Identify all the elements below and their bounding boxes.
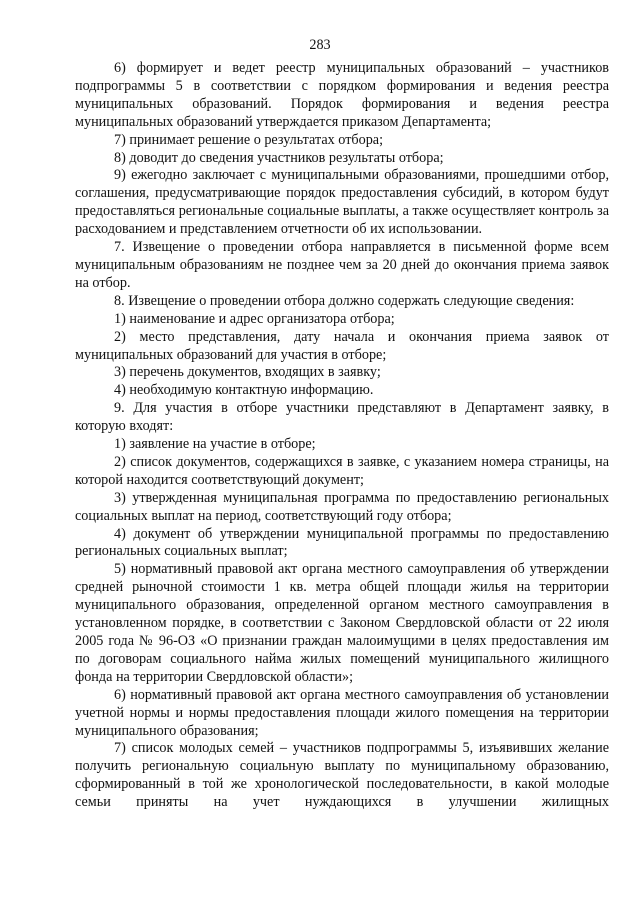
paragraph-notice-item-4: 4) необходимую контактную информацию. (114, 382, 374, 399)
paragraph-notice-item-1: 1) наименование и адрес организатора отбора; (114, 310, 395, 327)
paragraph-notice-item-2: 2) место представления, дату начала и окончания приема заявок от муниципальных образований для участия в отборе; (75, 328, 609, 363)
paragraph-application-item-3: 3) утвержденная муниципальная программа по предоставлению региональных социальных выплат на период, соответствующий году отбора; (75, 489, 609, 524)
paragraph-notice-item-3: 3) перечень документов, входящих в заявку; (114, 364, 381, 381)
page-body (75, 60, 609, 812)
paragraph-application-item-6: 6) нормативный правовой акт органа местного самоуправления об установлении учетной нормы и нормы предоставления площади жилого помещения на территории муниципального образования; (75, 686, 609, 739)
paragraph-item-6-registry: 6) формирует и ведет реестр муниципальных образований – участников подпрограммы 5 в соответствии с порядком формирования и ведения реестра муниципальных образований. Порядок формирования и ведения реестра муниципальных образований утверждается приказом Департамента; (75, 60, 609, 130)
paragraph-application-item-7: 7) список молодых семей – участников подпрограммы 5, изъявивших желание получить региональную социальную выплату по муниципальному образованию, сформированный в той же хронологической последовательности, в какой молодые семьи приняты на учет нуждающихся в улучшении жилищных (75, 740, 609, 811)
paragraph-application-item-4: 4) документ об утверждении муниципальной программы по предоставлению региональных социальных выплат; (75, 525, 609, 560)
paragraph-item-9-agreements: 9) ежегодно заключает с муниципальными образованиями, прошедшими отбор, соглашения, предусматривающие порядок предоставления субсидий, в котором будут предоставляться региональные социальные выплаты, а также осуществляет контроль за расходованием и представлением отчетности об их использовании. (75, 167, 609, 238)
paragraph-item-8-notify: 8) доводит до сведения участников результаты отбора; (114, 149, 444, 166)
paragraph-application-item-1: 1) заявление на участие в отборе; (114, 436, 316, 453)
paragraph-clause-9-application: 9. Для участия в отборе участники представляют в Департамент заявку, в которую входят: (75, 400, 609, 435)
paragraph-application-item-2: 2) список документов, содержащихся в заявке, с указанием номера страницы, на которой находится соответствующий документ; (75, 453, 609, 488)
paragraph-clause-8-contents: 8. Извещение о проведении отбора должно содержать следующие сведения: (114, 292, 575, 309)
page-number: 283 (309, 37, 331, 53)
paragraph-clause-7-notice: 7. Извещение о проведении отбора направляется в письменной форме всем муниципальным образованиям не позднее чем за 20 дней до окончания приема заявок на отбор. (75, 239, 609, 291)
paragraph-item-7-decision: 7) принимает решение о результатах отбора; (114, 131, 384, 148)
paragraph-application-item-5: 5) нормативный правовой акт органа местного самоуправления об утверждении средней рыночной стоимости 1 кв. метра общей площади жилья на территории муниципального образования, определенной органом местного самоуправления в установленном порядке, в соответствии с Законом Свердловской области от 22 июля 2005 года № 96-ОЗ «О признании граждан малоимущими в целях предоставления им по договорам социального найма жилых помещений муниципального жилищного фонда на территории Свердловской области»; (75, 561, 609, 685)
